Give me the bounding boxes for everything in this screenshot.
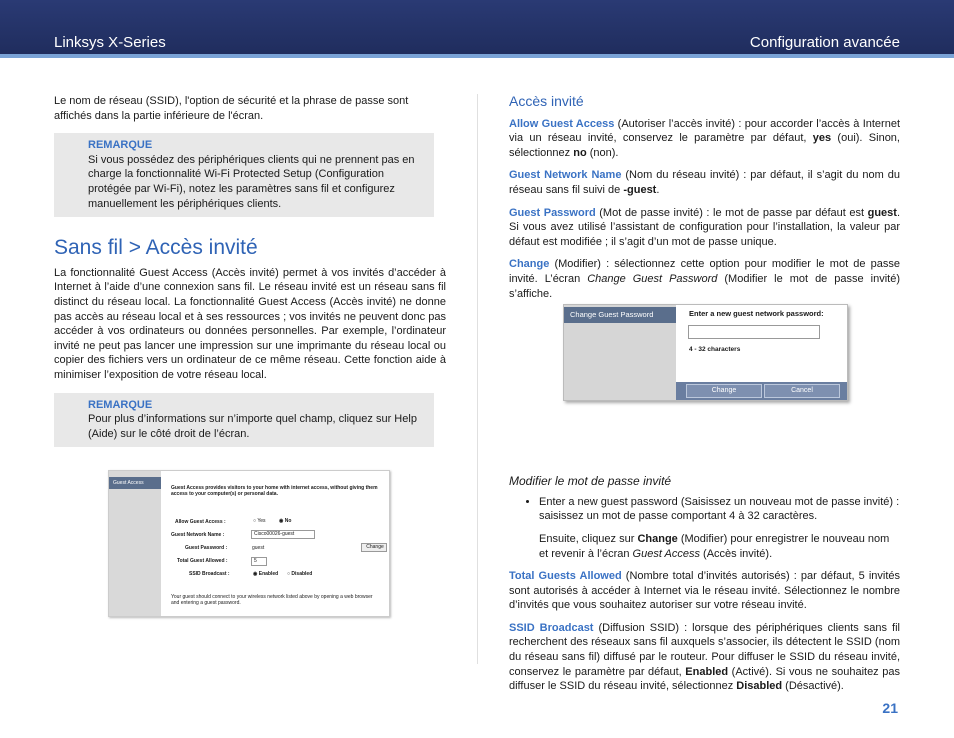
bullet-list [509,495,900,524]
section-heading: Sans fil > Accès invité [54,236,258,260]
text: (Accès invité). [700,547,773,560]
text: (Modifier) pour enregistrer le nouveau nom et revenir à l’écran [539,532,890,560]
italic-text: Change Guest Password [587,272,718,285]
guest-password-paragraph [509,206,900,250]
text: . [656,183,660,196]
text: (Modifier) : sélectionnez cette option pour modifier le mot de passe invité. L’écran [509,258,900,285]
subsection-heading: Accès invité [509,93,584,109]
network-name-field[interactable]: Cisco00026-guest [251,530,315,539]
bold-text: no [573,146,587,159]
allow-guest-paragraph [509,117,900,161]
password-hint: 4 - 32 characters [689,346,741,353]
screenshot-tab: Guest Access [109,477,161,489]
keyword: Total Guests Allowed [509,570,622,583]
note-title: REMARQUE [88,398,153,411]
intro-text: Le nom de réseau (SSID), l'option de sécurité et la phrase de passe sont affichés dans la partie inférieure de l'écran. [54,95,409,122]
text: (non). [586,146,619,159]
yes-radio[interactable]: ○ Yes [253,518,266,524]
button-bar [676,382,847,400]
column-divider [477,94,478,664]
keyword: Guest Password [509,206,596,219]
no-radio[interactable]: ◉ No [279,518,292,524]
enabled-label: Enabled [258,571,279,577]
total-guest-select[interactable]: 5 [251,557,267,566]
text: (Diffusion SSID) : lorsque des périphériques clients sans fil recherchent des réseaux sans fil auxquels s’associer, ils détectent le SSID (nom du réseau sans fil) diffusé par le routeur. Pour diffuser le SSID du réseau invité, conservez le paramètre par défaut, [509,621,900,678]
note-text: Pour plus d’informations sur n’importe quel champ, cliquez sur Help (Aide) sur le côté droit de l’écran. [88,413,417,440]
no-label: No [284,518,292,524]
guest-network-name-label: Guest Network Name : [171,532,225,538]
total-guest-label: Total Guest Allowed : [177,558,228,564]
screenshot-sidebar [109,471,161,616]
ssid-broadcast-label: SSID Broadcast : [189,571,230,577]
cancel-button[interactable]: Cancel [764,384,840,398]
guest-access-description: La fonctionnalité Guest Access (Accès invité) permet à vos invités d’accéder à Internet à l’aide d’une connexion sans fil. Le réseau invité est un réseau sans fil distinct du réseau local. La fonctionnalité Guest Access (Accès invité) ne donne pas accès au réseau local et à ses ressources ; vos invités ne peuvent donc pas accéder à vos ordinateurs ou données personnelles. Par exemple, l’ordinateur invité ne peut pas lancer une impression sur une imprimante du réseau local ou copier des fichiers vers un ordinateur de ce même réseau. Cette fonction aide à minimiser l’exposition de votre réseau local. [54,266,446,381]
keyword: Allow Guest Access [509,117,615,130]
password-value: guest [252,545,265,551]
note-title: REMARQUE [88,139,153,152]
screenshot-footer-text: Your guest should connect to your wireless network listed above by opening a web browser and entering a guest password. [171,594,373,606]
disabled-label: Disabled [291,571,313,577]
text: (Modifier le mot de passe invité) s’affiche. [509,272,900,300]
then-paragraph [509,532,900,561]
header-stripe [0,54,954,58]
bold-text: Enabled [685,665,729,678]
bold-text: Change [637,532,678,545]
change-button[interactable]: Change [686,384,762,398]
text: (Activé). Si vous ne souhaitez pas diffuser le SSID du réseau invité, sélectionnez [509,665,901,693]
screenshot-description: Guest Access provides visitors to your home with internet access, without giving them access to your computer(s) or personal data. [171,485,378,497]
modify-password-heading: Modifier le mot de passe invité [509,474,672,489]
total-guests-paragraph [509,569,900,613]
bullet-item: • Enter a new guest password (Saisissez un nouveau mot de passe invité) : saisissez un mot de passe comportant 4 à 32 caractères. [539,495,900,524]
text: (oui). Sinon, sélectionnez [509,132,900,159]
header-section: Configuration avancée [749,34,900,51]
note-box-1 [54,133,434,217]
text: (Autoriser l’accès invité) : pour accorder l’accès à Internet via un réseau invité, conservez le paramètre par défaut, [509,117,900,145]
header-title: Linksys X-Series [54,34,166,51]
ssid-broadcast-paragraph [509,621,900,694]
text: (Nom du réseau invité) : par défaut, il s’agit du nom du réseau sans fil suivi de [509,169,900,196]
screenshot-tab: Change Guest Password [564,307,676,323]
keyword: SSID Broadcast [509,621,594,634]
guest-access-screenshot [108,470,390,617]
bold-text: -guest [623,183,657,196]
text: Ensuite, cliquez sur [539,532,638,545]
italic-text: Guest Access [632,547,700,560]
keyword: Guest Network Name [509,169,622,182]
page-header [0,0,954,58]
bold-text: Disabled [736,680,783,693]
allow-guest-label: Allow Guest Access : [175,519,226,525]
text: . Si vous avez utilisé l’assistant de configuration pour l’installation, la valeur par défaut est modifiée ; il s’agit d’un mot de passe unique. [509,206,900,248]
text: (Désactivé). [782,680,844,693]
change-paragraph [509,257,900,301]
text: (Mot de passe invité) : le mot de passe par défaut est [595,206,868,219]
new-password-label: Enter a new guest network password: [689,309,824,318]
yes-label: Yes [257,518,266,524]
bold-text: yes [812,132,832,145]
guest-network-name-paragraph [509,168,900,197]
screenshot-sidebar [564,305,676,400]
change-password-screenshot [563,304,848,401]
enabled-radio[interactable]: ◉ Enabled [253,571,279,577]
disabled-radio[interactable]: ○ Disabled [287,571,313,577]
note-box-2 [54,393,434,448]
bold-text: guest [867,206,897,219]
change-button-small[interactable]: Change [361,543,387,552]
keyword: Change [509,258,550,271]
text: (Nombre total d’invités autorisés) : par défaut, 5 invités sont autorisés à accéder à Internet via le réseau invité. Sélectionnez le nombre d’invités que vous souhaitez autoriser sur votre réseau invité. [509,570,901,612]
new-password-input[interactable] [688,325,820,339]
page-number: 21 [882,700,898,716]
note-text: Si vous possédez des périphériques clients qui ne prennent pas en charge la fonctionnalité Wi-Fi Protected Setup (Configuration protégée par Wi-Fi), notez les paramètres sans fil et configurez manuellement les périphériques clients. [88,153,415,210]
left-column [54,94,446,447]
guest-password-label: Guest Password : [185,545,228,551]
